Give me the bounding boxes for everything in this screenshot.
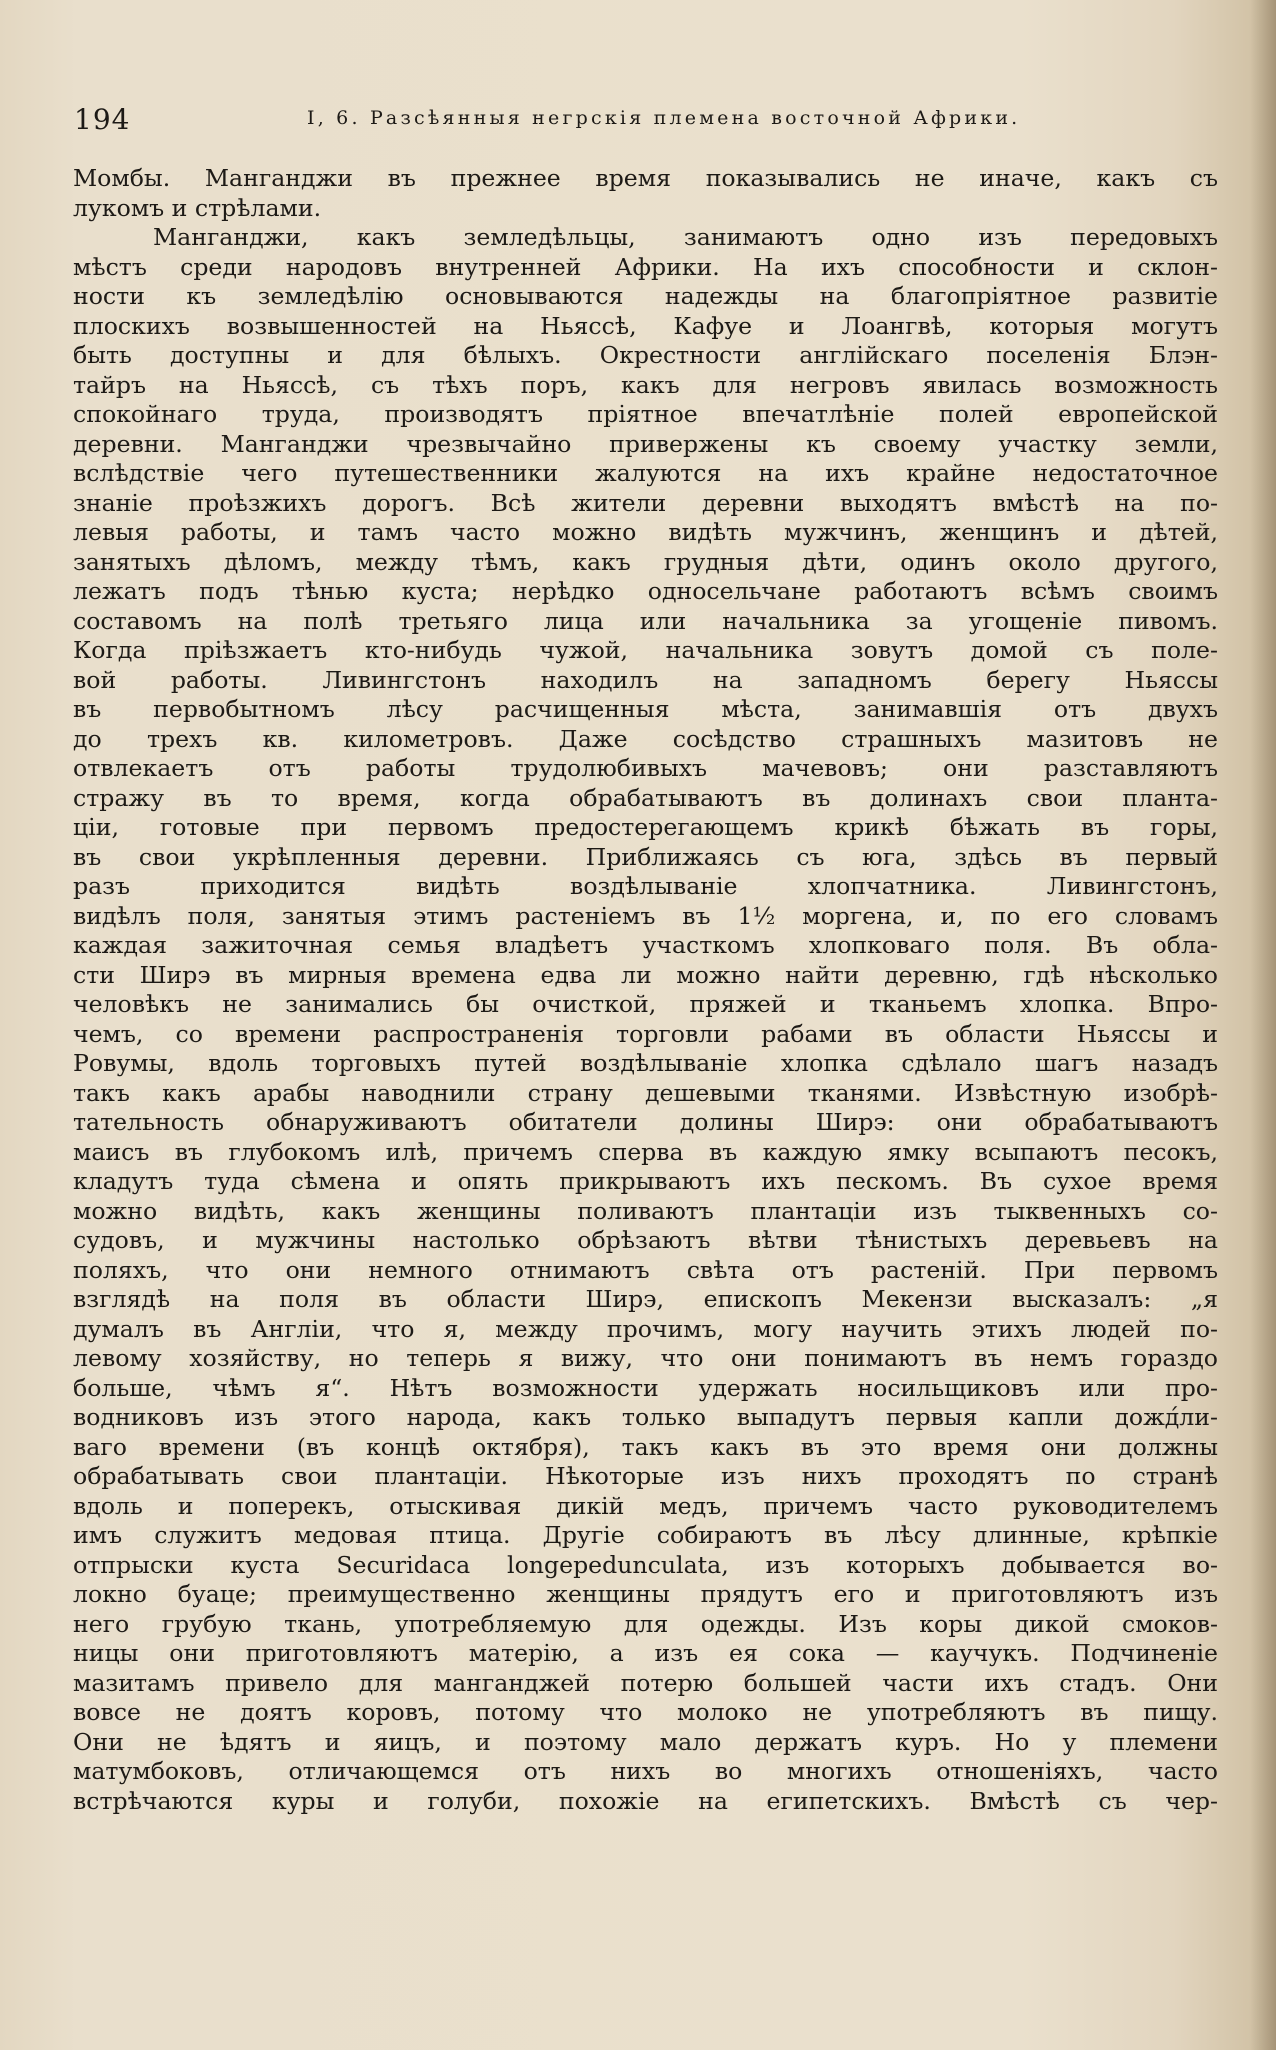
- text-line: Они не ѣдятъ и яицъ, и поэтому мало держатъ куръ. Но у племени: [73, 1727, 1218, 1756]
- text-line: каждая зажиточная семья владѣетъ участкомъ хлопковаго поля. Въ обла-: [73, 931, 1218, 959]
- text-line: локно буаце; преимущественно женщины прядутъ его и приготовляютъ изъ: [73, 1580, 1218, 1608]
- text-line: левыя работы, и тамъ часто можно видѣть мужчинъ, женщинъ и дѣтей,: [73, 518, 1218, 546]
- page-edge-shadow: [1250, 0, 1276, 2050]
- running-head: I, 6. Разсѣянныя негрскія племена восточной Африки.: [307, 107, 1021, 129]
- text-line: лукомъ и стрѣлами.: [73, 193, 322, 222]
- text-line: вой работы. Ливингстонъ находилъ на западномъ берегу Ньяссы: [73, 665, 1218, 694]
- text-line: матумбоковъ, отличающемся отъ нихъ во многихъ отношеніяхъ, часто: [73, 1757, 1218, 1785]
- text-line: ваго времени (въ концѣ октября), такъ какъ въ это время они должны: [73, 1432, 1218, 1461]
- text-line: лежатъ подъ тѣнью куста; нерѣдко односельчане работаютъ всѣмъ своимъ: [73, 577, 1218, 605]
- text-line: въ первобытномъ лѣсу расчищенныя мѣста, занимавшія отъ двухъ: [73, 695, 1218, 723]
- page-header: [74, 103, 1214, 143]
- text-line: мазитамъ привело для манганджей потерю большей части ихъ стадъ. Они: [73, 1668, 1218, 1697]
- text-line: тательность обнаруживаютъ обитатели долины Ширэ: они обрабатываютъ: [73, 1108, 1218, 1136]
- text-line: левому хозяйству, но теперь я вижу, что они понимаютъ въ немъ гораздо: [73, 1344, 1218, 1372]
- text-line: думалъ въ Англіи, что я, между прочимъ, могу научить этихъ людей по-: [73, 1314, 1218, 1343]
- text-line: видѣлъ поля, занятыя этимъ растеніемъ въ 1½ моргена, и, по его словамъ: [73, 901, 1218, 930]
- text-line: отпрыски куста Securidaca longepedunculata, изъ которыхъ добывается во-: [73, 1550, 1218, 1579]
- page-number: 194: [74, 103, 131, 136]
- text-line: встрѣчаются куры и голуби, похожіе на египетскихъ. Вмѣстѣ съ чер-: [73, 1786, 1218, 1815]
- text-line: кладутъ туда сѣмена и опять прикрываютъ ихъ пескомъ. Въ сухое время: [73, 1167, 1218, 1195]
- body-text: [73, 164, 1218, 1816]
- text-line: до трехъ кв. километровъ. Даже сосѣдство страшныхъ мазитовъ не: [73, 724, 1218, 753]
- text-line: водниковъ изъ этого народа, какъ только выпадутъ первыя капли дожд́ли-: [73, 1403, 1218, 1431]
- text-line: него грубую ткань, употребляемую для одежды. Изъ коры дикой смоков-: [73, 1609, 1218, 1638]
- text-line: сти Ширэ въ мирныя времена едва ли можно найти деревню, гдѣ нѣсколько: [73, 960, 1218, 989]
- text-line: больше, чѣмъ я“. Нѣтъ возможности удержать носильщиковъ или про-: [73, 1373, 1218, 1402]
- text-line: Ровумы, вдоль торговыхъ путей воздѣлываніе хлопка сдѣлало шагъ назадъ: [73, 1049, 1218, 1077]
- text-line: вовсе не доятъ коровъ, потому что молоко не употребляютъ въ пищу.: [73, 1698, 1218, 1726]
- text-line: Манганджи, какъ земледѣльцы, занимаютъ одно изъ передовыхъ: [153, 223, 1218, 251]
- text-line: въ свои укрѣпленныя деревни. Приближаясь съ юга, здѣсь въ первый: [73, 842, 1218, 871]
- text-line: разъ приходится видѣть воздѣлываніе хлопчатника. Ливингстонъ,: [73, 872, 1218, 900]
- text-line: занятыхъ дѣломъ, между тѣмъ, какъ грудныя дѣти, одинъ около другого,: [73, 547, 1218, 576]
- text-line: деревни. Манганджи чрезвычайно привержены къ своему участку земли,: [73, 429, 1218, 458]
- text-line: такъ какъ арабы наводнили страну дешевыми тканями. Извѣстную изобрѣ-: [73, 1078, 1218, 1107]
- text-line: быть доступны и для бѣлыхъ. Окрестности англійскаго поселенія Блэн-: [73, 341, 1218, 369]
- text-line: ницы они приготовляютъ матерію, а изъ ея сока — каучукъ. Подчиненіе: [73, 1639, 1218, 1667]
- text-line: вслѣдствіе чего путешественники жалуются на ихъ крайне недостаточное: [73, 459, 1218, 487]
- text-line: ціи, готовые при первомъ предостерегающемъ крикѣ бѣжать въ горы,: [73, 813, 1218, 841]
- text-line: маисъ въ глубокомъ илѣ, причемъ сперва въ каждую ямку всыпаютъ песокъ,: [73, 1137, 1218, 1166]
- text-line: судовъ, и мужчины настолько обрѣзаютъ вѣтви тѣнистыхъ деревьевъ на: [73, 1226, 1218, 1254]
- text-line: имъ служитъ медовая птица. Другіе собираютъ въ лѣсу длинные, крѣпкіе: [73, 1521, 1218, 1549]
- text-line: отвлекаетъ отъ работы трудолюбивыхъ мачевовъ; они разставляютъ: [73, 754, 1218, 782]
- text-line: плоскихъ возвышенностей на Ньяссѣ, Кафуе и Лоангвѣ, которыя могутъ: [73, 311, 1218, 340]
- text-line: тайръ на Ньяссѣ, съ тѣхъ поръ, какъ для негровъ явилась возможность: [73, 370, 1218, 399]
- text-line: мѣстъ среди народовъ внутренней Африки. На ихъ способности и склон-: [73, 252, 1218, 281]
- text-line: спокойнаго труда, производятъ пріятное впечатлѣніе полей европейской: [73, 400, 1218, 428]
- text-line: знаніе проѣзжихъ дорогъ. Всѣ жители деревни выходятъ вмѣстѣ на по-: [73, 488, 1218, 517]
- text-line: Когда пріѣзжаетъ кто-нибудь чужой, начальника зовутъ домой съ поле-: [73, 636, 1218, 664]
- text-line: ности къ земледѣлію основываются надежды на благопріятное развитіе: [73, 282, 1218, 310]
- text-line: Момбы. Манганджи въ прежнее время показывались не иначе, какъ съ: [73, 164, 1218, 192]
- text-line: человѣкъ не занимались бы очисткой, пряжей и тканьемъ хлопка. Впро-: [73, 990, 1218, 1018]
- text-line: можно видѣть, какъ женщины поливаютъ плантаціи изъ тыквенныхъ со-: [73, 1196, 1218, 1225]
- text-line: обрабатывать свои плантаціи. Нѣкоторые изъ нихъ проходятъ по странѣ: [73, 1462, 1218, 1490]
- text-line: стражу въ то время, когда обрабатываютъ въ долинахъ свои планта-: [73, 783, 1218, 812]
- text-line: взглядѣ на поля въ области Ширэ, епископъ Мекензи высказалъ: „я: [73, 1285, 1218, 1313]
- text-line: чемъ, со времени распространенія торговли рабами въ области Ньяссы и: [73, 1019, 1218, 1048]
- text-line: составомъ на полѣ третьяго лица или начальника за угощеніе пивомъ.: [73, 606, 1218, 635]
- text-line: вдоль и поперекъ, отыскивая дикій медъ, причемъ часто руководителемъ: [73, 1491, 1218, 1520]
- text-line: поляхъ, что они немного отнимаютъ свѣта отъ растеній. При первомъ: [73, 1255, 1218, 1284]
